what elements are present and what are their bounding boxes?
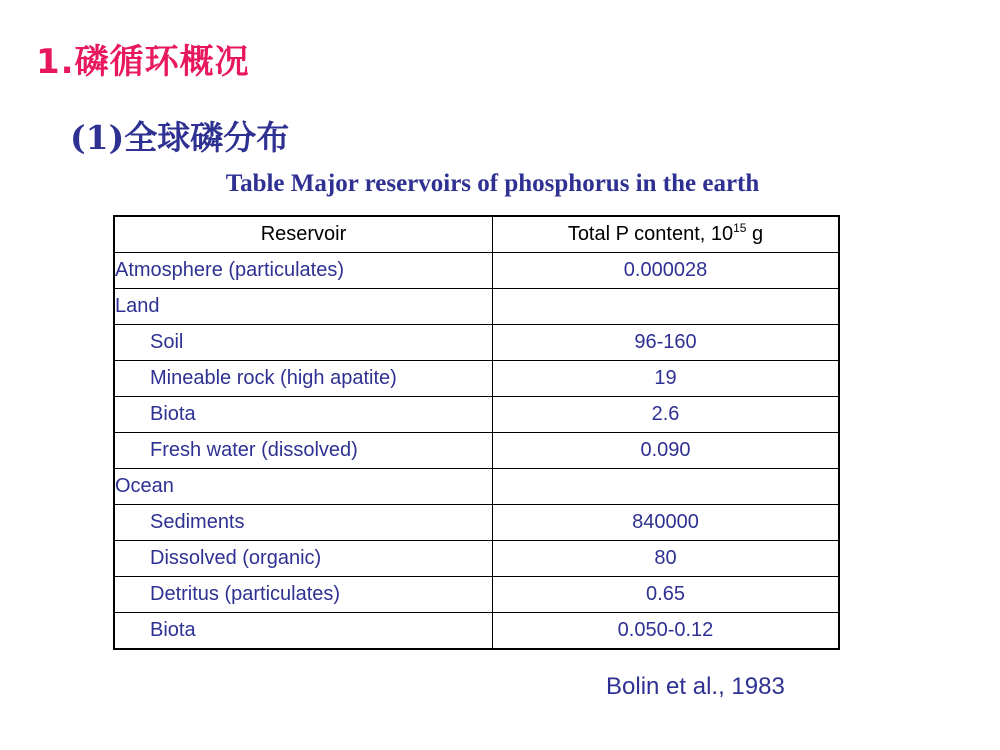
p-content-cell: 2.6 [493, 397, 840, 433]
p-content-cell: 0.090 [493, 433, 840, 469]
table-title: Table Major reservoirs of phosphorus in the earth [225, 170, 760, 197]
p-content-cell: 840000 [493, 505, 840, 541]
header-content-suffix: g [746, 223, 764, 245]
table-row [114, 325, 839, 361]
table-row [114, 361, 839, 397]
p-content-cell [493, 469, 840, 505]
table-row [114, 613, 839, 650]
header-total-p-content [493, 216, 840, 253]
p-content-cell: 0.050-0.12 [493, 613, 840, 650]
reservoir-name-cell: Mineable rock (high apatite) [114, 361, 493, 397]
table-row [114, 289, 839, 325]
p-content-cell: 96-160 [493, 325, 840, 361]
header-content-exponent: 15 [733, 221, 747, 235]
table-row [114, 253, 839, 289]
p-content-cell: 0.000028 [493, 253, 840, 289]
table-row [114, 397, 839, 433]
reservoir-name-cell: Sediments [114, 505, 493, 541]
slide-subheading: (1)全球磷分布 [70, 118, 290, 157]
header-content-prefix: Total P content, 10 [567, 223, 734, 245]
table-body [114, 253, 839, 650]
reservoir-name-cell: Biota [114, 397, 493, 433]
reservoir-name-cell: Atmosphere (particulates) [114, 253, 493, 289]
header-reservoir: Reservoir [114, 216, 493, 253]
reservoir-name-cell: Fresh water (dissolved) [114, 433, 493, 469]
reservoir-name-cell: Dissolved (organic) [114, 541, 493, 577]
reservoir-name-cell: Biota [114, 613, 493, 650]
p-content-cell: 0.65 [493, 577, 840, 613]
reservoir-name-cell: Detritus (particulates) [114, 577, 493, 613]
phosphorus-reservoirs-table [113, 215, 840, 650]
table-header-row [114, 216, 839, 253]
table-row [114, 541, 839, 577]
reservoir-name-cell: Ocean [114, 469, 493, 505]
table-row [114, 469, 839, 505]
table-row [114, 433, 839, 469]
slide-heading: 1.磷循环概况 [36, 42, 250, 82]
p-content-cell: 19 [493, 361, 840, 397]
table-row [114, 505, 839, 541]
source-citation: Bolin et al., 1983 [606, 673, 785, 700]
p-content-cell [493, 289, 840, 325]
table-row [114, 577, 839, 613]
p-content-cell: 80 [493, 541, 840, 577]
reservoir-name-cell: Soil [114, 325, 493, 361]
reservoir-name-cell: Land [114, 289, 493, 325]
